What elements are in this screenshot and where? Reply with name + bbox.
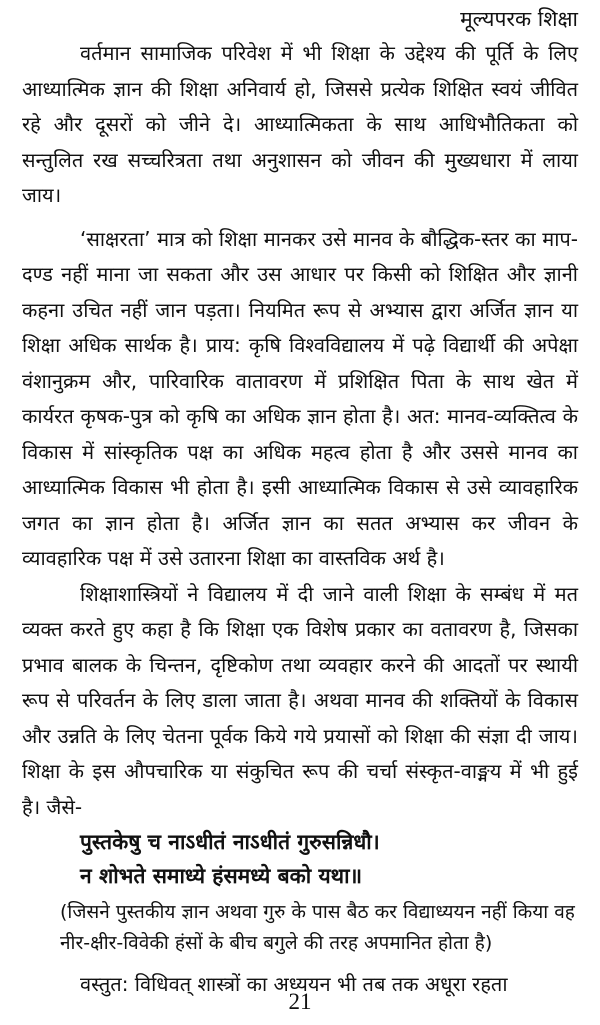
running-header: मूल्यपरक शिक्षा bbox=[460, 7, 578, 31]
paragraph: शिक्षाशास्त्रियों ने विद्यालय में दी जाने वाली शिक्षा के सम्बंध में मत व्यक्त करते हुए कहा है कि शिक्षा एक विशेष प्रकार का वतावरण है, जिसका प्रभाव बालक के चिन्तन, दृष्टिकोण तथा व्यवहार करने की आदतों पर स्थायी रूप से परिवर्तन के लिए डाला जाता है। अथवा मानव की शक्तियों के विकास और उन्नति के लिए चेतना पूर्वक किये गये प्रयासों को शिक्षा की संज्ञा दी जाय। शिक्षा के इस औपचारिक या संकुचित रूप की चर्चा संस्कृत-वाङ्मय में भी हुई है। जैसे- bbox=[22, 581, 578, 819]
closing-paragraph: वस्तुत: विधिवत् शास्त्रों का अध्ययन भी तब तक अधूरा रहता bbox=[80, 972, 508, 996]
page-body bbox=[22, 36, 578, 1003]
sanskrit-verse-line-2: न शोभते समाध्ये हंसमध्ये बको यथा॥ bbox=[80, 864, 363, 888]
sanskrit-verse-line-1: पुस्तकेषु च नाऽधीतं नाऽधीतं गुरुसन्निधौ। bbox=[80, 830, 380, 854]
paragraph: वर्तमान सामाजिक परिवेश में भी शिक्षा के उद्देश्य की पूर्ति के लिए आध्यात्मिक ज्ञान की शिक्षा अनिवार्य हो, जिससे प्रत्येक शिक्षित स्वयं जीवित रहे और दूसरों को जीने दे। आध्यात्मिकता के साथ आधिभौतिकता को सन्तुलित रख सच्चरित्रता तथा अनुशासन को जीवन की मुख्यधारा में लाया जाय। bbox=[22, 41, 578, 207]
verse-translation: (जिसने पुस्तकीय ज्ञान अथवा गुरु के पास बैठ कर विद्याध्ययन नहीं किया वह नीर-क्षीर-विवेकी हंसों के बीच बगुले की तरह अपमानित होता है) bbox=[60, 901, 575, 954]
page-number: 21 bbox=[288, 989, 312, 1014]
paragraph: ‘साक्षरता’ मात्र को शिक्षा मानकर उसे मानव के बौद्धिक-स्तर का माप-दण्ड नहीं माना जा सकता और उस आधार पर किसी को शिक्षित और ज्ञानी कहना उचित नहीं जान पड़ता। नियमित रूप से अभ्यास द्वारा अर्जित ज्ञान या शिक्षा अधिक सार्थक है। प्राय: कृषि विश्वविद्यालय में पढ़े विद्यार्थी की अपेक्षा वंशानुक्रम और, पारिवारिक वातावरण में प्रशिक्षित पिता के साथ खेत में कार्यरत कृषक-पुत्र को कृषि का अधिक ज्ञान होता है। अत: मानव-व्यक्तित्व के विकास में सांस्कृतिक पक्ष का अधिक महत्व होता है और उससे मानव का आध्यात्मिक विकास भी होता है। इसी आध्यात्मिक विकास से उसे व्यावहारिक जगत का ज्ञान होता है। अर्जित ज्ञान का सतत अभ्यास कर जीवन के व्यावहारिक पक्ष में उसे उतारना शिक्षा का वास्तविक अर्थ है। bbox=[22, 226, 578, 570]
